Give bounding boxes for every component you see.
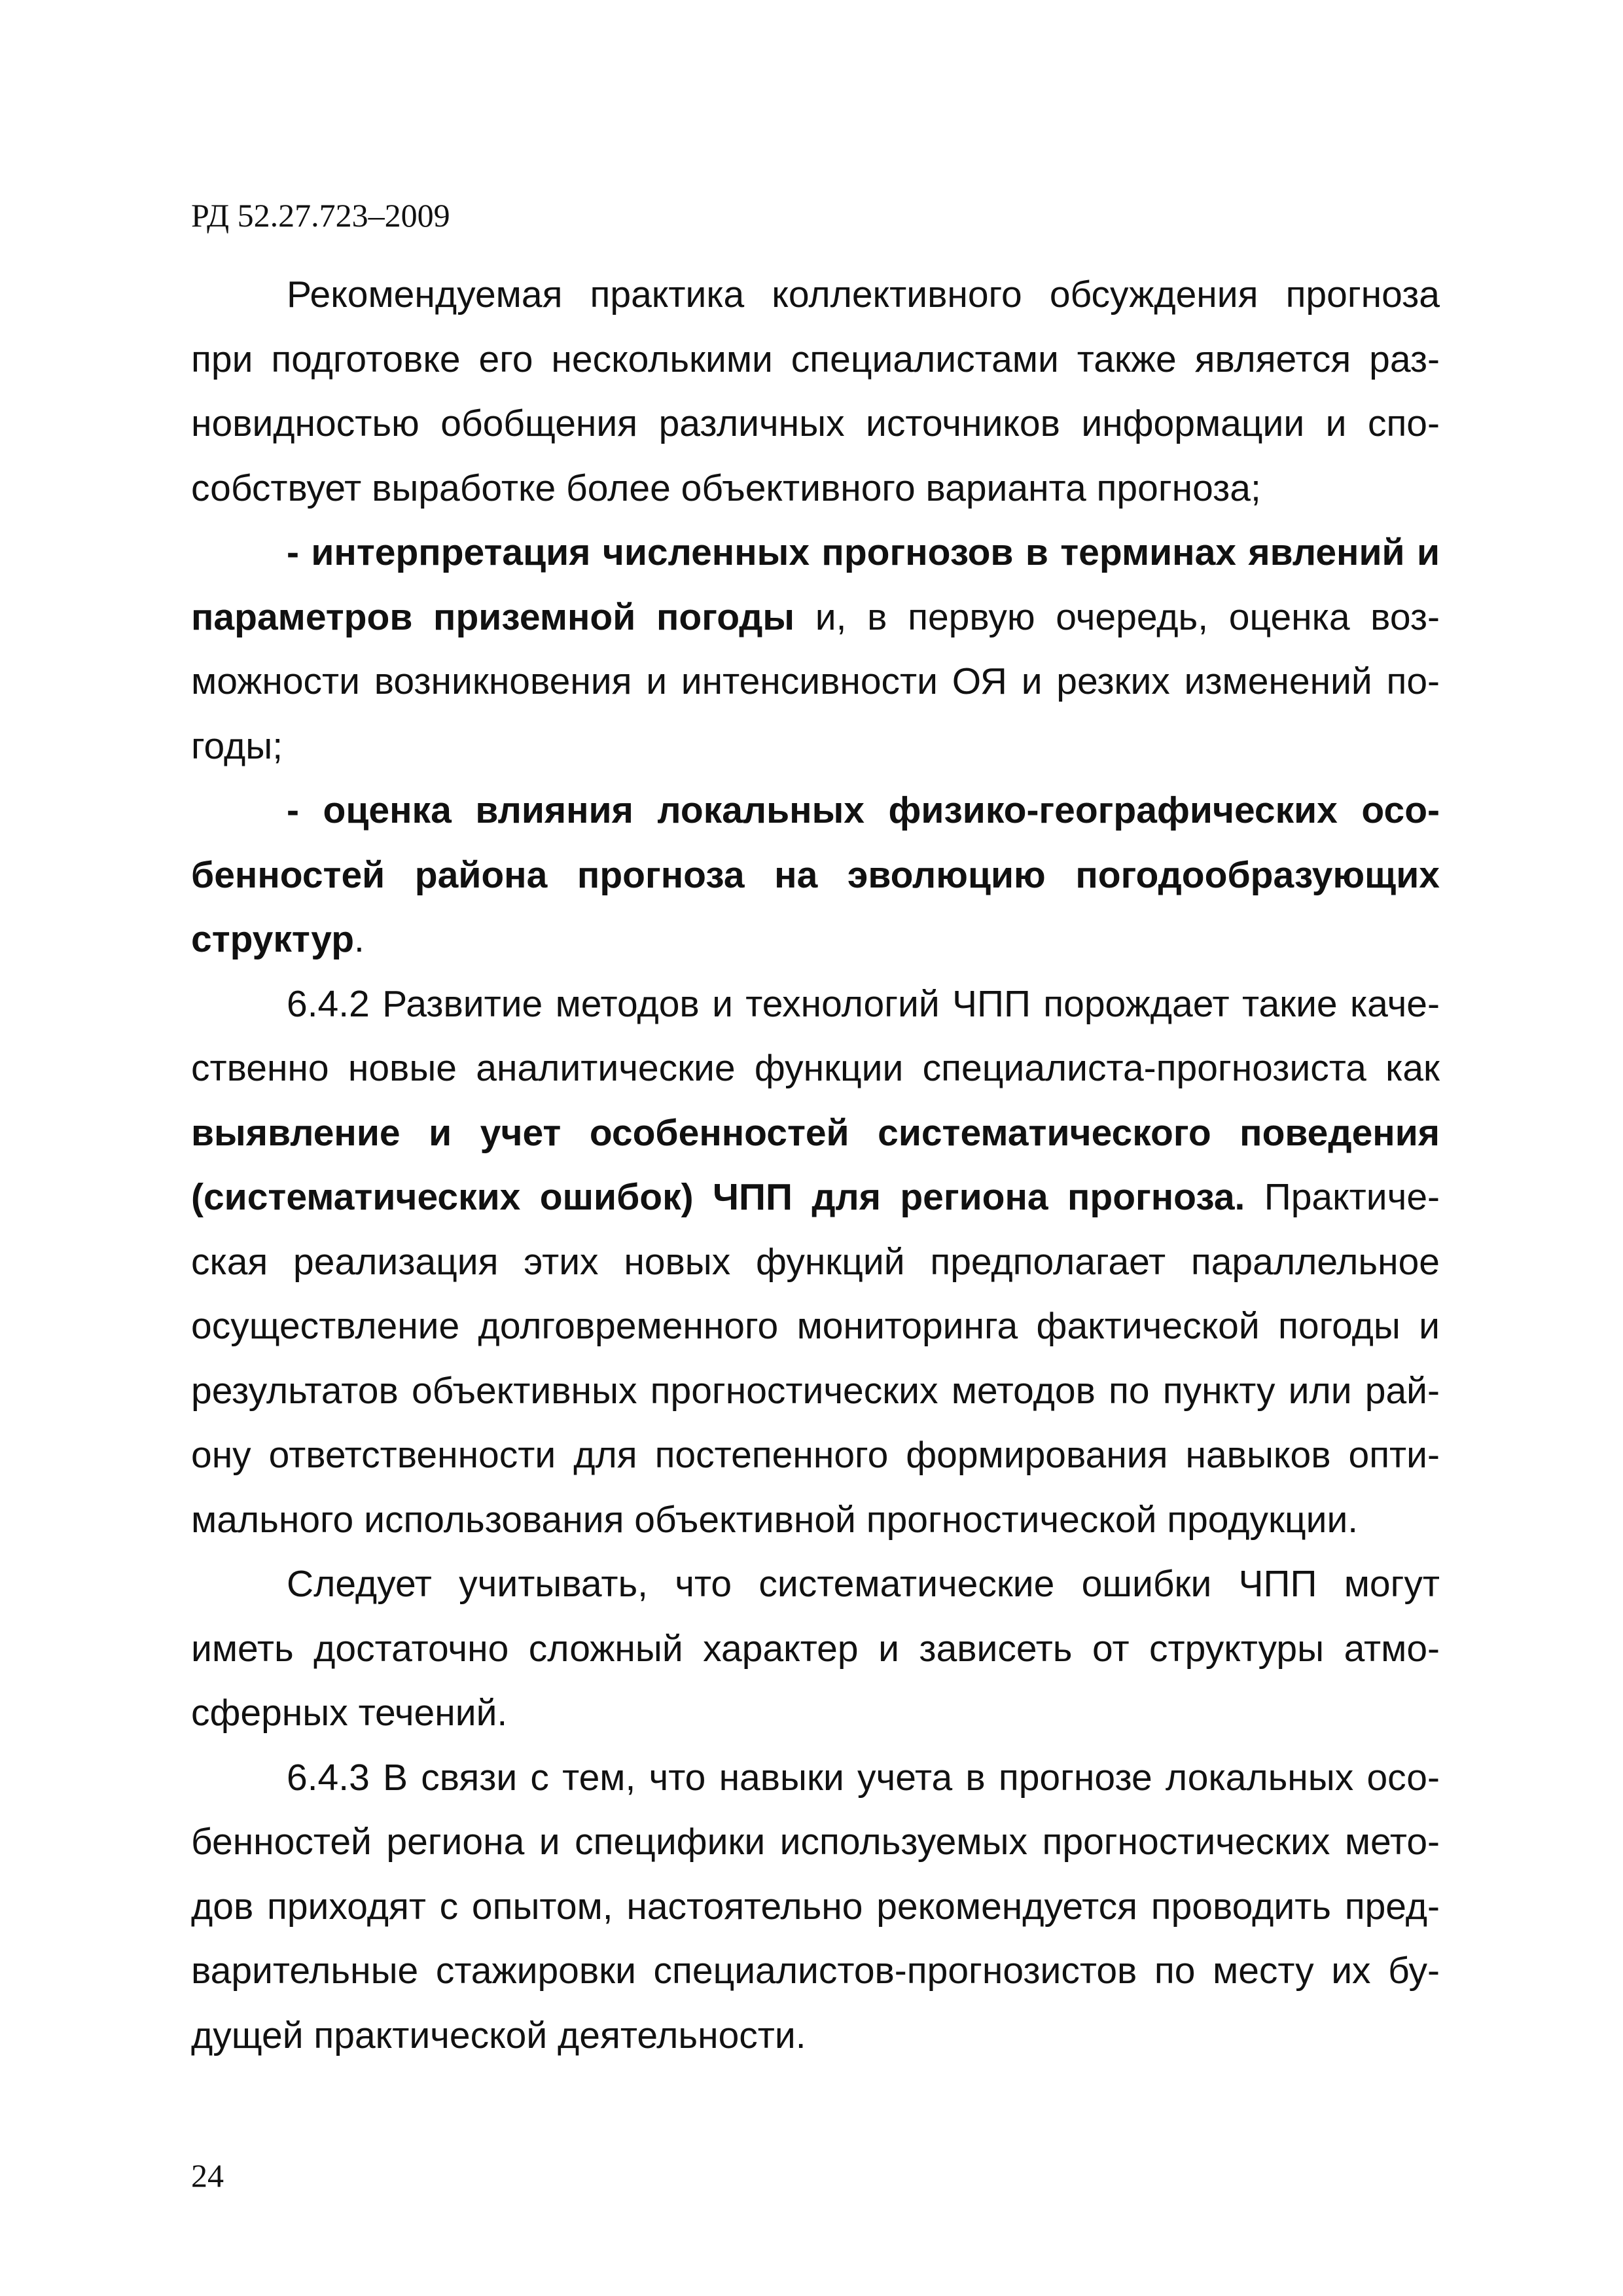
text-line: [191, 778, 1440, 843]
text-segment: 6.4.3 В связи с тем, что навыки учета в прогнозе локальных осо-: [287, 1756, 1440, 1799]
text-segment: результатов объективных прогностических методов по пункту или рай-: [191, 1369, 1440, 1412]
bold-text: выявление и учет особенностей систематического поведения: [191, 1111, 1440, 1154]
text-line: [191, 907, 1440, 972]
paragraph: [191, 520, 1440, 778]
text-segment: 6.4.2 Развитие методов и технологий ЧПП порождает такие каче-: [287, 982, 1440, 1025]
text-segment: Рекомендуемая практика коллективного обсуждения прогноза: [287, 274, 1440, 315]
document-body: [191, 262, 1440, 2068]
page-number: 24: [191, 2157, 224, 2194]
text-segment: Следует учитывать, что систематические ошибки ЧПП могут: [287, 1563, 1440, 1605]
text-line: [191, 714, 1440, 779]
text-line: [191, 327, 1440, 392]
text-line: [191, 1939, 1440, 2003]
text-line: [191, 1423, 1440, 1488]
text-line: [191, 520, 1440, 585]
paragraph: [191, 262, 1440, 520]
text-line: [191, 1617, 1440, 1681]
text-line: [191, 1552, 1440, 1617]
bold-text: (систематических ошибок) ЧПП для региона прогноза.: [191, 1176, 1245, 1218]
text-line: [191, 1874, 1440, 1939]
text-line: [191, 1681, 1440, 1746]
text-segment: варительные стажировки специалистов-прогнозистов по месту их бу-: [191, 1950, 1440, 1992]
text-line: [191, 1165, 1440, 1230]
paragraph: [191, 1552, 1440, 1746]
document-code-header: РД 52.27.723–2009: [191, 197, 450, 234]
text-segment: и, в первую очередь, оценка воз-: [794, 596, 1440, 638]
text-segment: ственно новые аналитические функции специалиста-прогнозиста как: [191, 1047, 1440, 1089]
text-line: [191, 1746, 1440, 1810]
text-line: [191, 1230, 1440, 1295]
text-segment: можности возникновения и интенсивности ОЯ и резких изменений по-: [191, 660, 1440, 702]
text-segment: .: [354, 918, 365, 960]
text-line: [191, 1488, 1440, 1552]
bold-text: структур: [191, 918, 355, 960]
text-line: [191, 585, 1440, 650]
text-line: [191, 649, 1440, 714]
text-segment: дущей практической деятельности.: [191, 2014, 806, 2056]
text-segment: сферных течений.: [191, 1692, 508, 1734]
bold-text: бенностей района прогноза на эволюцию погодообразующих: [191, 853, 1440, 896]
text-segment: дов приходят с опытом, настоятельно рекомендуется проводить пред-: [191, 1885, 1440, 1928]
text-segment: ону ответственности для постепенного формирования навыков опти-: [191, 1434, 1440, 1476]
text-line: [191, 2003, 1440, 2068]
text-segment: при подготовке его несколькими специалистами также является раз-: [191, 338, 1440, 380]
text-line: [191, 972, 1440, 1037]
text-line: [191, 262, 1440, 327]
text-segment: ская реализация этих новых функций предполагает параллельное: [191, 1240, 1440, 1283]
text-segment: бенностей региона и специфики используемых прогностических мето-: [191, 1821, 1440, 1863]
text-line: [191, 1036, 1440, 1101]
bold-text: - интерпретация численных прогнозов в терминах явлений и: [287, 531, 1440, 573]
text-line: [191, 1294, 1440, 1359]
bold-text: - оценка влияния локальных физико-географических осо-: [287, 789, 1440, 831]
paragraph: [191, 972, 1440, 1552]
text-segment: новидностью обобщения различных источников информации и спо-: [191, 403, 1440, 444]
text-segment: осуществление долговременного мониторинга фактической погоды и: [191, 1305, 1440, 1347]
bold-text: параметров приземной погоды: [191, 596, 795, 638]
text-line: [191, 1810, 1440, 1874]
paragraph: [191, 1746, 1440, 2068]
text-line: [191, 1359, 1440, 1424]
text-segment: мального использования объективной прогностической продукции.: [191, 1498, 1359, 1541]
paragraph: [191, 778, 1440, 972]
text-segment: собствует выработке более объективного варианта прогноза;: [191, 467, 1261, 509]
text-line: [191, 391, 1440, 456]
text-segment: иметь достаточно сложный характер и зависеть от структуры атмо-: [191, 1627, 1440, 1670]
text-line: [191, 456, 1440, 521]
text-segment: годы;: [191, 725, 283, 767]
text-line: [191, 843, 1440, 908]
text-segment: Практиче-: [1245, 1176, 1440, 1218]
text-line: [191, 1101, 1440, 1166]
